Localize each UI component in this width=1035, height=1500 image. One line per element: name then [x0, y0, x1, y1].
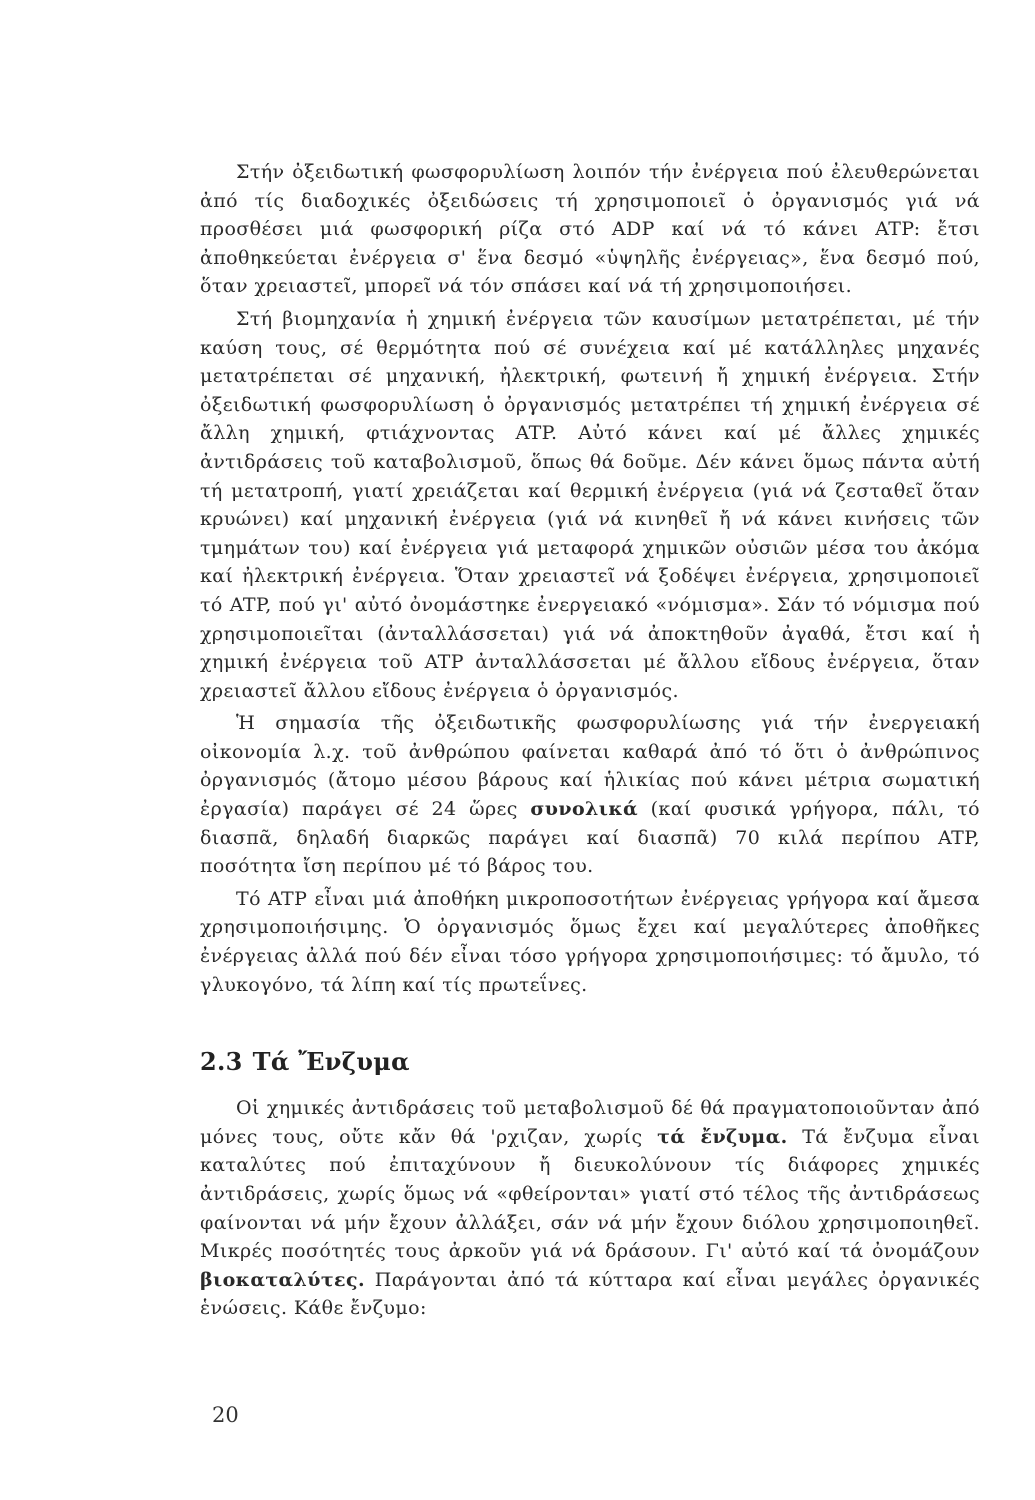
page-number: 20 [212, 1403, 239, 1427]
paragraph-text: Οἱ χημικές ἀντιδράσεις τοῦ μεταβολισμοῦ δέ θά πραγματοποιοῦνταν ἀπό μόνες τους, οὔτε κἄν θά 'ρχιζαν, χωρίς [200, 1097, 980, 1148]
bold-term: τά ἔνζυμα. [657, 1125, 788, 1148]
paragraph-text: Παράγονται ἀπό τά κύτταρα καί εἶναι μεγάλες ὀργανικές ἑνώσεις. Κάθε ἔνζυμο: [200, 1268, 980, 1320]
paragraph-text: (καί φυσικά γρήγορα, πάλι, τό διασπᾶ, δηλαδή διαρκῶς παράγει καί διασπᾶ) 70 κιλά περίπου ATP, ποσότητα ἴση περίπου μέ τό βάρος του. [200, 798, 980, 878]
paragraph-oxidative-phosphorylation: Στήν ὀξειδωτική φωσφορυλίωση λοιπόν τήν ἐνέργεια πού ἐλευθερώνεται ἀπό τίς διαδοχικές ὀξειδώσεις τή χρησιμοποιεῖ ὁ ὀργανισμός γιά νά προσθέσει μιά φωσφορική ρίζα στό ADP καί νά τό κάνει ATP: ἔτσι ἀποθηκεύεται ἐνέργεια σ' ἕνα δεσμό «ὑψηλῆς ἐνέργειας», ἕνα δεσμό πού, ὅταν χρειαστεῖ, μπορεῖ νά τόν σπάσει καί νά τή χρησιμοποιήσει. [200, 161, 980, 298]
paragraph-industry-energy: Στή βιομηχανία ἡ χημική ἐνέργεια τῶν καυσίμων μετατρέπεται, μέ τήν καύση τους, σέ θερμότητα πού σέ συνέχεια καί μέ κατάλληλες μηχανές μετατρέπεται σέ μηχανική, ἠλεκτρική, φωτεινή ἤ χημική ἐνέργεια. Στήν ὀξειδωτική φωσφορυλίωση ὁ ὀργανισμός μετατρέπει τή χημική ἐνέργεια σέ ἄλλη χημική, φτιάχνοντας ATP. Αὐτό κάνει καί μέ ἄλλες χημικές ἀντιδράσεις τοῦ καταβολισμοῦ, ὅπως θά δοῦμε. Δέν κάνει ὅμως πάντα αὐτή τή μετατροπή, γιατί χρειάζεται καί θερμική ἐνέργεια (γιά νά ζεσταθεῖ ὅταν κρυώνει) καί μηχανική ἐνέργεια (γιά νά κινηθεῖ ἤ νά κάνει κινήσεις τῶν τμημάτων του) καί ἐνέργεια γιά μεταφορά χημικῶν οὐσιῶν μέσα του ἀκόμα καί ἠλεκτρική ἐνέργεια. Ὅταν χρειαστεῖ νά ξοδέψει ἐνέργεια, χρησιμοποιεῖ τό ATP, πού γι' αὐτό ὀνομάστηκε ἐνεργειακό «νόμισμα». Σάν τό νόμισμα πού χρησιμοποιεῖται (ἀνταλλάσσεται) γιά νά ἀποκτηθοῦν ἀγαθά, ἔτσι καί ἡ χημική ἐνέργεια τοῦ ATP ἀνταλλάσσεται μέ ἄλλου εἴδους ἐνέργεια, ὅταν χρειαστεῖ ἄλλου εἴδους ἐνέργεια ὁ ὀργανισμός. [200, 307, 980, 702]
paragraph-text: Ἡ σημασία τῆς ὀξειδωτικῆς φωσφορυλίωσης γιά τήν ἐνεργειακή οἰκονομία λ.χ. τοῦ ἀνθρώπου φαίνεται καθαρά ἀπό τό ὅτι ὁ ἀνθρώπινος ὀργανισμός (ἄτομο μέσου βάρους καί ἡλικίας πού κάνει μέτρια σωματική ἐργασία) παράγει σέ 24 ὥρες [200, 712, 980, 821]
paragraph-text: Τά ἔνζυμα εἶναι καταλύτες πού ἐπιταχύνουν ἤ διευκολύνουν τίς διάφορες χημικές ἀντιδράσεις, χωρίς ὅμως νά «φθείρονται» γιατί στό τέλος τῆς ἀντιδράσεως φαίνονται νά μήν ἔχουν ἀλλάξει, σάν νά μήν ἔχουν διόλου χρησιμοποιηθεῖ. Μικρές ποσότητές τους ἀρκοῦν γιά νά δράσουν. Γι' αὐτό καί τά ὀνομάζουν [200, 1125, 980, 1263]
page-body [200, 158, 980, 1323]
paragraph-significance [200, 709, 980, 881]
bold-term: συνολικά [530, 798, 639, 821]
section-heading [200, 1047, 980, 1076]
paragraph-enzymes [200, 1094, 980, 1323]
bold-term: βιοκαταλύτες. [200, 1268, 365, 1291]
section-title: Τά Ἔνζυμα [252, 1047, 410, 1077]
section-number: 2.3 [200, 1047, 243, 1077]
paragraph-atp-storage: Τό ATP εἶναι μιά ἀποθήκη μικροποσοτήτων ἐνέργειας γρήγορα καί ἄμεσα χρησιμοποιήσιμης. Ὁ ὀργανισμός ὅμως ἔχει καί μεγαλύτερες ἀποθῆκες ἐνέργειας ἀλλά πού δέν εἶναι τόσο γρήγορα χρησιμοποιήσιμες: τό ἄμυλο, τό γλυκογόνο, τά λίπη καί τίς πρωτεΐνες. [200, 887, 980, 996]
